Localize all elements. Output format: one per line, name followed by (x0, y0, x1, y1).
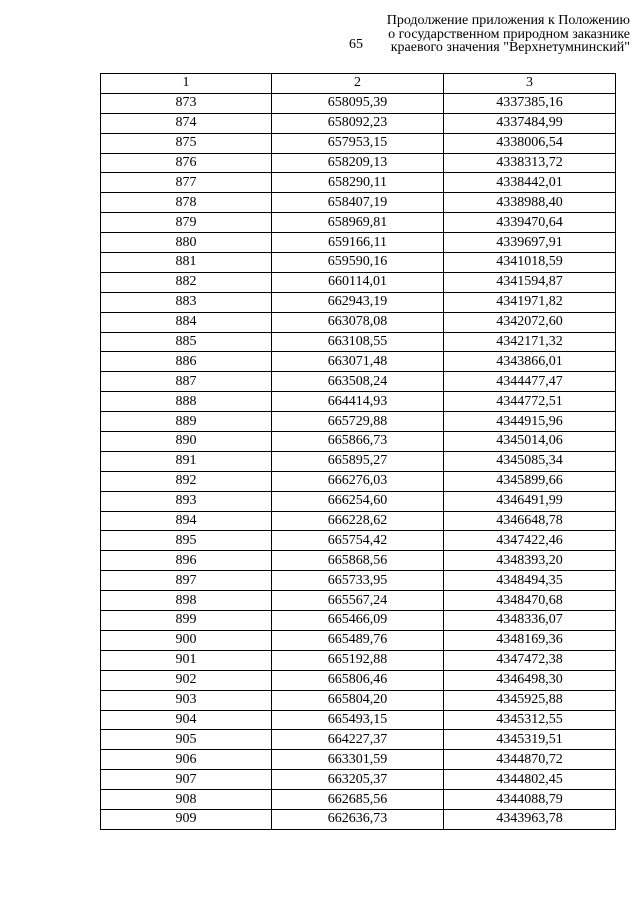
y-coordinate-cell: 4347472,38 (444, 650, 616, 670)
table-row (101, 233, 616, 253)
x-coordinate-cell: 663078,08 (272, 312, 444, 332)
point-number-cell: 890 (101, 432, 272, 452)
table-row (101, 491, 616, 511)
point-number-cell: 909 (101, 809, 272, 829)
x-coordinate-cell: 665489,76 (272, 630, 444, 650)
point-number-cell: 889 (101, 412, 272, 432)
point-number-cell: 879 (101, 213, 272, 233)
x-coordinate-cell: 658092,23 (272, 113, 444, 133)
y-coordinate-cell: 4339697,91 (444, 233, 616, 253)
x-coordinate-cell: 666276,03 (272, 471, 444, 491)
x-coordinate-cell: 665868,56 (272, 551, 444, 571)
table-row (101, 253, 616, 273)
point-number-cell: 898 (101, 591, 272, 611)
table-row (101, 750, 616, 770)
point-number-cell: 875 (101, 133, 272, 153)
y-coordinate-cell: 4348494,35 (444, 571, 616, 591)
point-number-cell: 900 (101, 630, 272, 650)
y-coordinate-cell: 4342072,60 (444, 312, 616, 332)
y-coordinate-cell: 4341971,82 (444, 292, 616, 312)
y-coordinate-cell: 4345899,66 (444, 471, 616, 491)
point-number-cell: 887 (101, 372, 272, 392)
table-row (101, 511, 616, 531)
y-coordinate-cell: 4345014,06 (444, 432, 616, 452)
x-coordinate-cell: 663071,48 (272, 352, 444, 372)
page-number: 65 (349, 37, 363, 52)
y-coordinate-cell: 4346491,99 (444, 491, 616, 511)
column-header: 3 (444, 74, 616, 94)
y-coordinate-cell: 4345312,55 (444, 710, 616, 730)
x-coordinate-cell: 665733,95 (272, 571, 444, 591)
x-coordinate-cell: 666228,62 (272, 511, 444, 531)
table-row (101, 272, 616, 292)
table-row (101, 93, 616, 113)
x-coordinate-cell: 665806,46 (272, 670, 444, 690)
x-coordinate-cell: 665804,20 (272, 690, 444, 710)
y-coordinate-cell: 4345925,88 (444, 690, 616, 710)
point-number-cell: 902 (101, 670, 272, 690)
x-coordinate-cell: 659166,11 (272, 233, 444, 253)
y-coordinate-cell: 4344772,51 (444, 392, 616, 412)
table-row (101, 372, 616, 392)
y-coordinate-cell: 4348169,36 (444, 630, 616, 650)
x-coordinate-cell: 657953,15 (272, 133, 444, 153)
x-coordinate-cell: 665192,88 (272, 650, 444, 670)
x-coordinate-cell: 666254,60 (272, 491, 444, 511)
y-coordinate-cell: 4338988,40 (444, 193, 616, 213)
y-coordinate-cell: 4338313,72 (444, 153, 616, 173)
y-coordinate-cell: 4346498,30 (444, 670, 616, 690)
y-coordinate-cell: 4344870,72 (444, 750, 616, 770)
table-row (101, 809, 616, 829)
table-row (101, 412, 616, 432)
table-row (101, 650, 616, 670)
table-row (101, 730, 616, 750)
header-note-line: Продолжение приложения к Положению (386, 13, 630, 28)
table-row (101, 332, 616, 352)
point-number-cell: 878 (101, 193, 272, 213)
table-row (101, 571, 616, 591)
header-note-line: о государственном природном заказнике (388, 26, 630, 42)
y-coordinate-cell: 4341594,87 (444, 272, 616, 292)
y-coordinate-cell: 4343866,01 (444, 352, 616, 372)
table-row (101, 611, 616, 631)
y-coordinate-cell: 4344802,45 (444, 770, 616, 790)
point-number-cell: 897 (101, 571, 272, 591)
table-row (101, 690, 616, 710)
y-coordinate-cell: 4337385,16 (444, 93, 616, 113)
y-coordinate-cell: 4344477,47 (444, 372, 616, 392)
x-coordinate-cell: 665567,24 (272, 591, 444, 611)
point-number-cell: 886 (101, 352, 272, 372)
x-coordinate-cell: 665493,15 (272, 710, 444, 730)
point-number-cell: 907 (101, 770, 272, 790)
point-number-cell: 884 (101, 312, 272, 332)
x-coordinate-cell: 662636,73 (272, 809, 444, 829)
table-row (101, 173, 616, 193)
table-row (101, 113, 616, 133)
point-number-cell: 880 (101, 233, 272, 253)
y-coordinate-cell: 4347422,46 (444, 531, 616, 551)
y-coordinate-cell: 4338442,01 (444, 173, 616, 193)
table-row (101, 213, 616, 233)
y-coordinate-cell: 4338006,54 (444, 133, 616, 153)
x-coordinate-cell: 658969,81 (272, 213, 444, 233)
x-coordinate-cell: 665466,09 (272, 611, 444, 631)
table-row (101, 670, 616, 690)
point-number-cell: 888 (101, 392, 272, 412)
x-coordinate-cell: 663301,59 (272, 750, 444, 770)
table-row (101, 551, 616, 571)
x-coordinate-cell: 658290,11 (272, 173, 444, 193)
point-number-cell: 894 (101, 511, 272, 531)
point-number-cell: 892 (101, 471, 272, 491)
x-coordinate-cell: 659590,16 (272, 253, 444, 273)
y-coordinate-cell: 4342171,32 (444, 332, 616, 352)
point-number-cell: 873 (101, 93, 272, 113)
point-number-cell: 895 (101, 531, 272, 551)
point-number-cell: 906 (101, 750, 272, 770)
x-coordinate-cell: 658407,19 (272, 193, 444, 213)
x-coordinate-cell: 664414,93 (272, 392, 444, 412)
y-coordinate-cell: 4348470,68 (444, 591, 616, 611)
table-row (101, 531, 616, 551)
table-row (101, 591, 616, 611)
table-row (101, 451, 616, 471)
table-body (101, 93, 616, 829)
x-coordinate-cell: 658095,39 (272, 93, 444, 113)
y-coordinate-cell: 4346648,78 (444, 511, 616, 531)
x-coordinate-cell: 665754,42 (272, 531, 444, 551)
y-coordinate-cell: 4348393,20 (444, 551, 616, 571)
header-note-line: краевого значения "Верхнетумнинский" (390, 40, 630, 55)
table-row (101, 312, 616, 332)
coordinates-table (100, 73, 616, 830)
point-number-cell: 893 (101, 491, 272, 511)
x-coordinate-cell: 658209,13 (272, 153, 444, 173)
point-number-cell: 901 (101, 650, 272, 670)
table-row (101, 471, 616, 491)
table-row (101, 292, 616, 312)
x-coordinate-cell: 664227,37 (272, 730, 444, 750)
y-coordinate-cell: 4337484,99 (444, 113, 616, 133)
y-coordinate-cell: 4344915,96 (444, 412, 616, 432)
point-number-cell: 883 (101, 292, 272, 312)
point-number-cell: 908 (101, 790, 272, 810)
point-number-cell: 905 (101, 730, 272, 750)
table-row (101, 392, 616, 412)
y-coordinate-cell: 4339470,64 (444, 213, 616, 233)
table-row (101, 432, 616, 452)
table-row (101, 790, 616, 810)
x-coordinate-cell: 663205,37 (272, 770, 444, 790)
table-row (101, 770, 616, 790)
y-coordinate-cell: 4345319,51 (444, 730, 616, 750)
column-header: 2 (272, 74, 444, 94)
y-coordinate-cell: 4341018,59 (444, 253, 616, 273)
x-coordinate-cell: 662685,56 (272, 790, 444, 810)
point-number-cell: 885 (101, 332, 272, 352)
point-number-cell: 877 (101, 173, 272, 193)
x-coordinate-cell: 662943,19 (272, 292, 444, 312)
x-coordinate-cell: 663508,24 (272, 372, 444, 392)
table-row (101, 133, 616, 153)
table-row (101, 630, 616, 650)
table-row (101, 193, 616, 213)
x-coordinate-cell: 665729,88 (272, 412, 444, 432)
x-coordinate-cell: 665895,27 (272, 451, 444, 471)
y-coordinate-cell: 4348336,07 (444, 611, 616, 631)
point-number-cell: 876 (101, 153, 272, 173)
column-header: 1 (101, 74, 272, 94)
y-coordinate-cell: 4343963,78 (444, 809, 616, 829)
point-number-cell: 904 (101, 710, 272, 730)
point-number-cell: 899 (101, 611, 272, 631)
table-row (101, 710, 616, 730)
x-coordinate-cell: 663108,55 (272, 332, 444, 352)
table-row (101, 153, 616, 173)
table-header-row (101, 74, 616, 94)
point-number-cell: 882 (101, 272, 272, 292)
point-number-cell: 874 (101, 113, 272, 133)
point-number-cell: 896 (101, 551, 272, 571)
point-number-cell: 903 (101, 690, 272, 710)
y-coordinate-cell: 4344088,79 (444, 790, 616, 810)
point-number-cell: 881 (101, 253, 272, 273)
appendix-header-note (370, 14, 630, 55)
x-coordinate-cell: 665866,73 (272, 432, 444, 452)
table-row (101, 352, 616, 372)
x-coordinate-cell: 660114,01 (272, 272, 444, 292)
y-coordinate-cell: 4345085,34 (444, 451, 616, 471)
point-number-cell: 891 (101, 451, 272, 471)
